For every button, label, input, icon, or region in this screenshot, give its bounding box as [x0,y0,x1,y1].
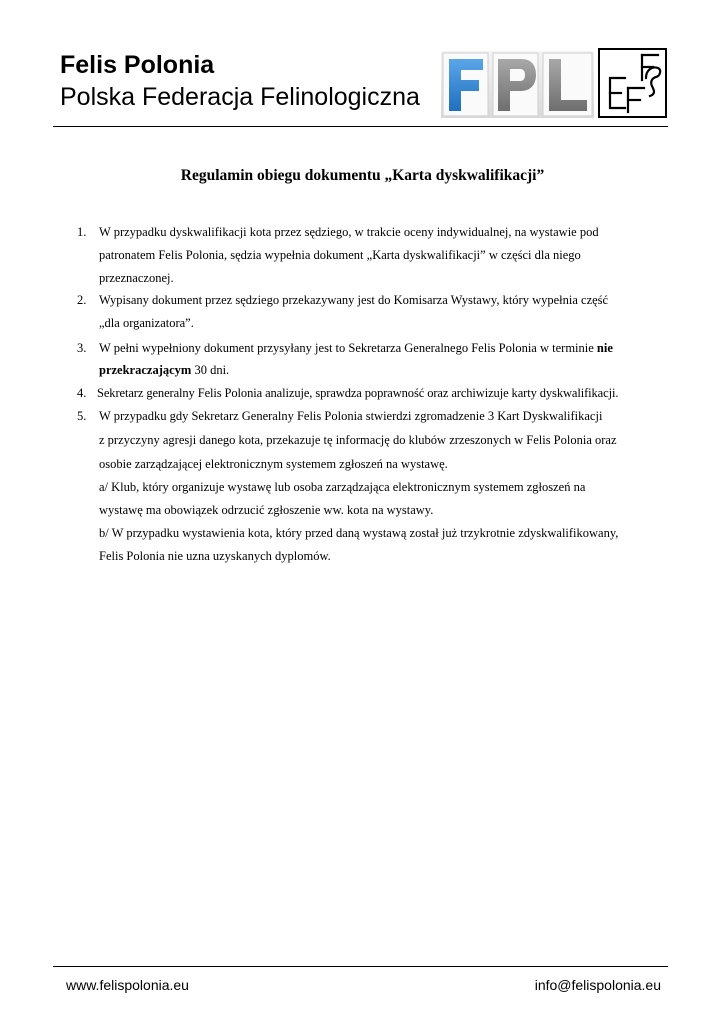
footer-divider [53,966,668,967]
item-line: „dla organizatora”. [99,316,194,330]
item-bold-text: nie [596,341,613,355]
item-bold-text: przekraczającym [99,363,192,377]
footer-website-link[interactable]: www.felispolonia.eu [66,977,189,993]
item-number: 2. [77,293,87,307]
item-line: Sekretarz generalny Felis Polonia analizuje, sprawdza poprawność oraz archiwizuje karty dyskwalifikacji. [97,386,619,400]
item-number: 3. [77,341,87,355]
item-text: 30 dni. [191,363,230,377]
item-number: 1. [77,225,87,239]
item-line [99,340,613,356]
item-line: wystawę ma obowiązek odrzucić zgłoszenie ww. kota na wystawy. [99,503,434,517]
item-line: W przypadku dyskwalifikacji kota przez sędziego, w trakcie oceny indywidualnej, na wystawie pod [99,225,599,239]
item-line: patronatem Felis Polonia, sędzia wypełnia dokument „Karta dyskwalifikacji” w części dla niego [99,248,581,262]
fpl-logo [441,51,594,118]
item-line: Felis Polonia nie uzna uzyskanych dyplomów. [99,549,331,563]
fife-logo [598,48,667,118]
item-number: 4. [77,386,87,400]
item-line: Wypisany dokument przez sędziego przekazywany jest do Komisarza Wystawy, który wypełnia część [99,293,609,307]
footer-email-link[interactable]: info@felispolonia.eu [534,977,661,993]
document-title: Regulamin obiegu dokumentu „Karta dyskwalifikacji” [180,167,545,184]
item-line: z przyczyny agresji danego kota, przekazuje tę informację do klubów zrzeszonych w Felis Polonia oraz [99,433,617,447]
item-line: osobie zarządzającej elektronicznym systemem zgłoszeń na wystawę. [99,457,448,471]
item-line [99,362,229,378]
fife-emblem-icon [600,50,665,116]
item-line: a/ Klub, który organizuje wystawę lub osoba zarządzająca elektronicznym systemem zgłoszeń na [99,480,586,494]
item-text: W pełni wypełniony dokument przysyłany jest to Sekretarza Generalnego Felis Polonia w terminie [99,341,597,355]
item-line: b/ W przypadku wystawienia kota, który przed daną wystawą został już trzykrotnie zdyskwalifikowany, [99,526,619,540]
org-subtitle: Polska Federacja Felinologiczna [60,83,420,111]
item-number: 5. [77,409,87,423]
org-name: Felis Polonia [60,51,215,79]
header-divider [53,126,668,127]
item-line: przeznaczonej. [99,271,174,285]
item-line: W przypadku gdy Sekretarz Generalny Felis Polonia stwierdzi zgromadzenie 3 Kart Dyskwalifikacji [99,409,603,423]
